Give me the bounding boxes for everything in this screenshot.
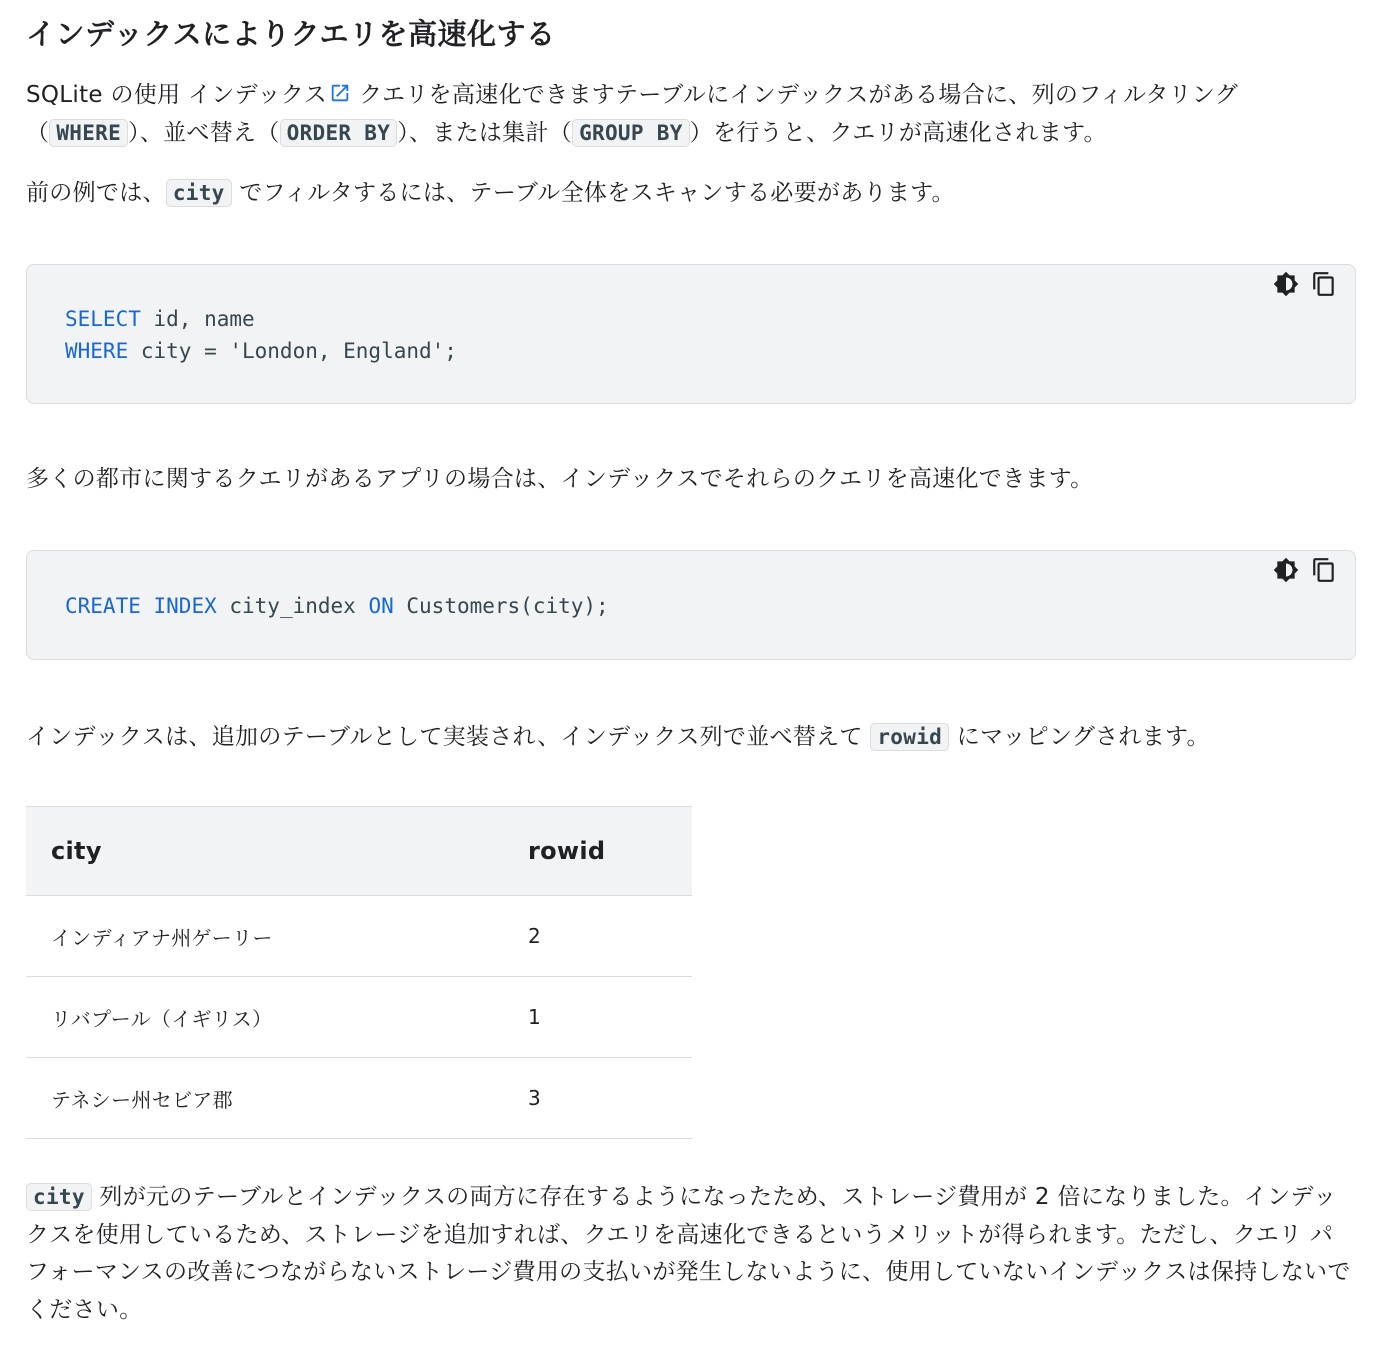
storage-paragraph (26, 1179, 1356, 1329)
index-paragraph (26, 718, 1356, 756)
scan-text-2: でフィルタするには、テーブル全体をスキャンする必要があります。 (239, 180, 955, 206)
cell-city: テネシー州セビア郡 (26, 1058, 503, 1139)
intro-text-1: SQLite の使用 インデックス (26, 82, 328, 108)
cell-rowid: 3 (503, 1058, 692, 1139)
brightness-toggle-icon[interactable] (1273, 557, 1299, 583)
page-title: インデックスによりクエリを高速化する (26, 17, 556, 51)
sql-keyword: CREATE (65, 594, 141, 618)
sql-text: city_index (216, 594, 369, 618)
index-text-2: にマッピングされます。 (956, 724, 1210, 750)
cities-paragraph: 多くの都市に関するクエリがあるアプリの場合は、インデックスでそれらのクエリを高速化できます。 (26, 466, 1094, 492)
sql-keyword: INDEX (153, 594, 217, 618)
code-line (65, 590, 1355, 622)
code-line (65, 335, 1355, 367)
code-order-by: ORDER BY (280, 119, 398, 147)
cell-city: リバプール（イギリス） (26, 977, 503, 1058)
column-header-city: city (26, 807, 503, 896)
sql-text: city = 'London, England'; (128, 339, 457, 363)
intro-text-3: ）、並べ替え（ (128, 120, 280, 146)
external-link-icon[interactable] (329, 78, 351, 100)
column-header-rowid: rowid (503, 807, 692, 896)
table-row (26, 896, 692, 977)
code-where: WHERE (49, 119, 128, 147)
brightness-toggle-icon[interactable] (1273, 271, 1299, 297)
code-block-select (26, 264, 1356, 404)
table-row (26, 1058, 692, 1139)
code-toolbar (1273, 271, 1337, 297)
copy-icon[interactable] (1311, 557, 1337, 583)
sql-text: Customers(city); (393, 594, 609, 618)
code-rowid: rowid (870, 723, 949, 751)
index-text-1: インデックスは、追加のテーブルとして実装され、インデックス列で並べ替えて (26, 724, 863, 750)
scan-paragraph (26, 174, 1356, 212)
sql-keyword: SELECT (65, 307, 141, 331)
cell-city: インディアナ州ゲーリー (26, 896, 503, 977)
code-toolbar (1273, 557, 1337, 583)
storage-text: 列が元のテーブルとインデックスの両方に存在するようになったため、ストレージ費用が 2 倍になりました。インデックスを使用しているため、ストレージを追加すれば、クエリを高速化できるというメリットが得られます。ただし、クエリ パフォーマンスの改善につながらないストレージ費用の支払いが発生しないように、使用していないインデックスは保持しないでください。 (26, 1184, 1351, 1323)
sql-keyword: WHERE (65, 339, 129, 363)
cell-rowid: 1 (503, 977, 692, 1058)
intro-paragraph (26, 76, 1356, 152)
sql-keyword: ON (368, 594, 394, 618)
sql-text: id, name (140, 307, 255, 331)
copy-icon[interactable] (1311, 271, 1337, 297)
table-header-row (26, 807, 692, 896)
code-city: city (166, 179, 232, 207)
code-block-create-index (26, 550, 1356, 660)
intro-text-5: ）を行うと、クエリが高速化されます。 (689, 120, 1107, 146)
intro-text-2: クエリを高速化できますテーブルにインデックスがある場合に、列のフィルタリング（ (26, 82, 1239, 146)
index-table (26, 806, 692, 1139)
code-group-by: GROUP BY (572, 119, 690, 147)
code-line (65, 303, 1355, 335)
intro-text-4: ）、または集計（ (397, 120, 573, 146)
table-row (26, 977, 692, 1058)
scan-text-1: 前の例では、 (26, 180, 166, 206)
cell-rowid: 2 (503, 896, 692, 977)
code-city: city (26, 1183, 92, 1211)
